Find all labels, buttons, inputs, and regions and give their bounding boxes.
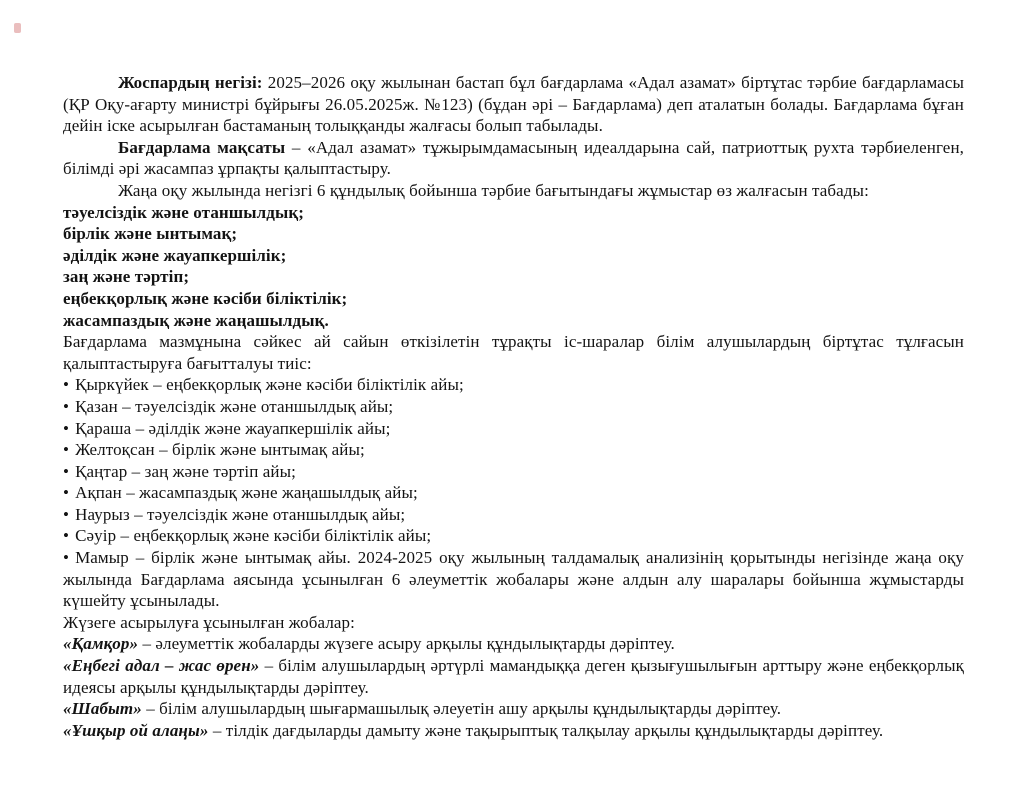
month-item-september [63,374,964,396]
bullet-icon: • [63,396,70,416]
month-text: Наурыз – тәуелсіздік және отаншылдық айы; [75,504,406,524]
bullet-icon: • [63,526,70,546]
month-text: Қаңтар – заң және тәртіп айы; [75,461,296,481]
month-text: Қараша – әділдік және жауапкершілік айы; [75,418,391,438]
bullet-icon: • [63,483,70,503]
month-item-november [63,418,964,440]
project-item-shabyt [63,698,964,720]
value-line-justice: әділдік және жауапкершілік; [63,245,287,265]
project-name: «Қамқор» [63,634,139,654]
month-text: Мамыр – бірлік және ынтымақ айы. 2024-2025 оқу жылының талдамалық анализінің қорытынды негізінде жаңа оқу жылында Бағдарлама аясында ұсынылған 6 әлеуметтік жобалары және алдын алу шаралары бойынша жұмыстарды күшейту ұсынылады. [63,548,964,611]
bullet-icon: • [63,375,70,395]
project-item-enbegi-adal [63,655,964,698]
plan-basis-lead: Жоспардың негізі: [118,73,263,92]
value-line-law: заң және тәртіп; [63,267,190,287]
month-item-march [63,504,964,526]
value-line-independence: тәуелсіздік және отаншылдық; [63,202,304,222]
month-text: Сәуір – еңбекқорлық және кәсіби біліктілік айы; [75,526,432,546]
month-item-january [63,461,964,483]
paragraph-goal [63,137,964,180]
month-item-february [63,482,964,504]
paragraph-monthly-intro: Бағдарлама мазмұнына сәйкес ай сайын өткізілетін тұрақты іс-шаралар білім алушылардың біртұтас тұлғасын қалыптастыруға бағытталуы тиіс: [63,332,964,373]
bullet-icon: • [63,461,70,481]
goal-text: – «Адал азамат» тұжырымдамасының идеалдарына сай, патриоттық рухта тәрбиеленген, білімді әрі жасампаз ұрпақты қалыптастыру. [63,137,964,179]
project-text: – білім алушылардың әртүрлі мамандыққа деген қызығушылығын арттыру және еңбекқорлық идеясы арқылы құндылықтарды дәріптеу. [63,656,964,697]
bullet-icon: • [63,504,70,524]
value-line-diligence: еңбекқорлық және кәсіби біліктілік; [63,288,348,308]
plan-basis-text: 2025–2026 оқу жылынан бастап бұл бағдарлама «Адал азамат» біртұтас тәрбие бағдарламасы (ҚР Оқу-ағарту министрі бұйрығы 26.05.2025ж. №123) (бұдан әрі – Бағдарлама) деп аталатын болады. Бағдарлама бұған дейін іске асырылған бастаманың толыққанды жалғасы болып табылады. [63,73,964,136]
paragraph-new-year-intro: Жаңа оқу жылында негізгі 6 құндылық бойынша тәрбие бағытындағы жұмыстар өз жалғасын табады: [118,180,869,200]
month-item-may [63,547,964,612]
month-item-october [63,396,964,418]
project-text: – тілдік дағдыларды дамыту және тақырыптық талқылау арқылы құндылықтарды дәріптеу. [208,720,884,740]
red-ink-speck-artifact [14,23,21,33]
bullet-icon: • [63,418,70,438]
project-item-qamqor [63,633,964,655]
bullet-icon: • [63,440,70,460]
bullet-icon: • [63,548,70,568]
value-line-unity: бірлік және ынтымақ; [63,224,238,244]
project-text: – білім алушылардың шығармашылық әлеуетін ашу арқылы құндылықтарды дәріптеу. [141,699,782,719]
goal-lead: Бағдарлама мақсаты [118,137,286,157]
month-item-april [63,525,964,547]
paragraph-projects-intro: Жүзеге асырылуға ұсынылған жобалар: [63,612,355,632]
project-name: «Ұшқыр ой алаңы» [63,720,209,740]
month-text: Қазан – тәуелсіздік және отаншылдық айы; [75,396,394,416]
document-body [63,72,964,741]
month-text: Ақпан – жасампаздық және жаңашылдық айы; [75,483,418,503]
project-name: «Шабыт» [63,699,142,719]
project-item-ushqyr-oi-alany [63,720,964,742]
project-name: «Еңбегі адал – жас өрен» [63,656,260,676]
project-text: – әлеуметтік жобаларды жүзеге асыру арқылы құндылықтарды дәріптеу. [138,634,675,654]
month-text: Желтоқсан – бірлік және ынтымақ айы; [75,440,365,460]
month-item-december [63,439,964,461]
month-text: Қыркүйек – еңбекқорлық және кәсіби біліктілік айы; [75,375,464,395]
paragraph-plan-basis [63,72,964,137]
value-line-creativity: жасампаздық және жаңашылдық. [63,310,329,330]
